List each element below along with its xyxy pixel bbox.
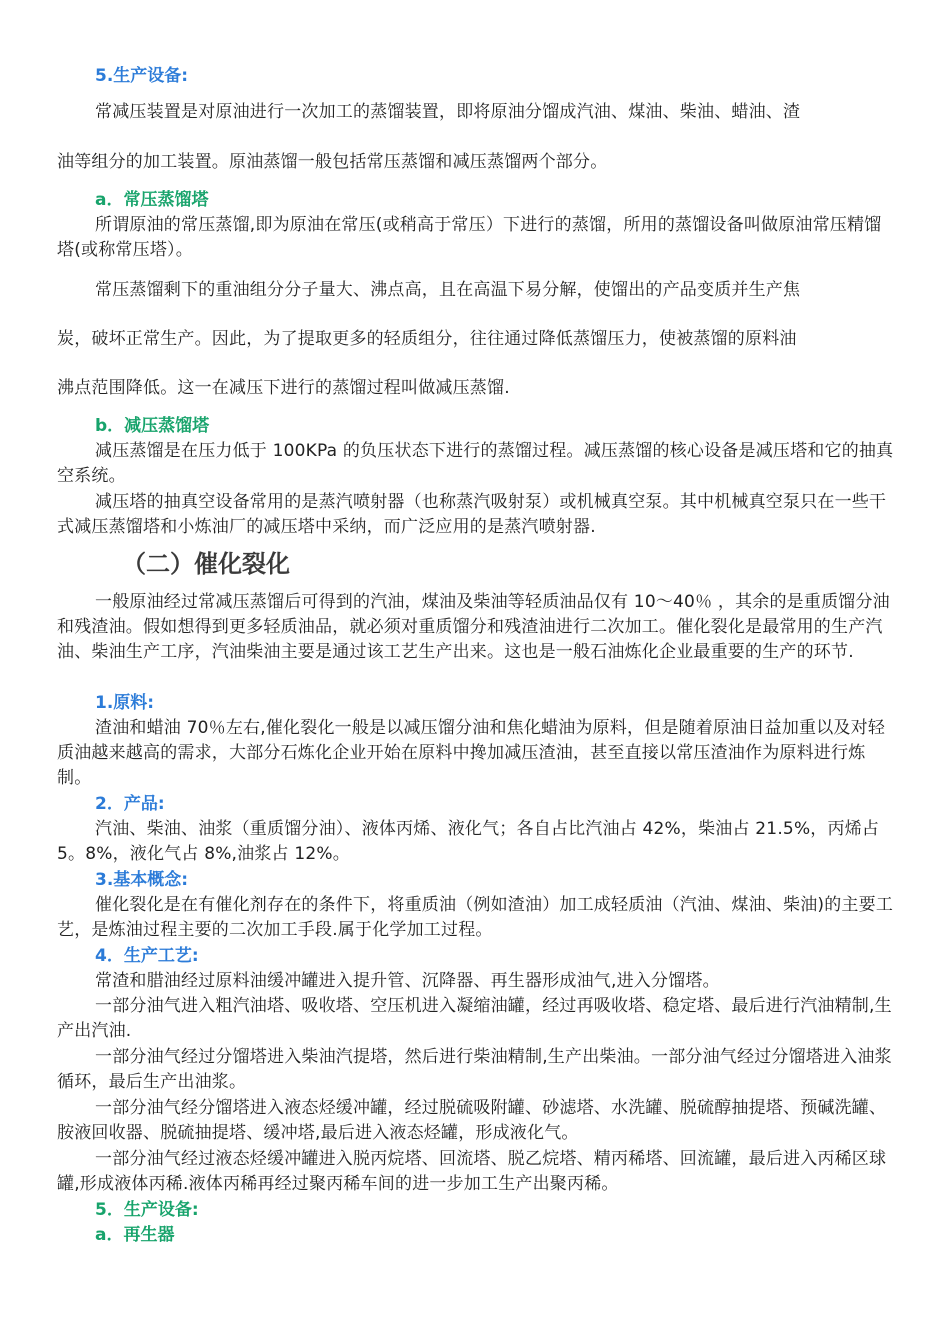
paragraph-line: 常减压装置是对原油进行一次加工的蒸馏装置，即将原油分馏成汽油、煤油、柴油、蜡油、渣 bbox=[95, 102, 801, 122]
paragraph: 一部分油气经过液态烃缓冲罐进入脱丙烷塔、回流塔、脱乙烷塔、精丙稀塔、回流罐，最后进入丙稀区球罐,形成液体丙稀.液体丙稀再经过聚丙稀车间的进一步加工生产出聚丙稀。 bbox=[57, 1149, 887, 1194]
heading-vacuum-tower: b．减压蒸馏塔 bbox=[95, 416, 210, 436]
paragraph: 一部分油气经过分馏塔进入柴油汽提塔，然后进行柴油精制,生产出柴油。一部分油气经过分馏塔进入油浆循环，最后生产出油浆。 bbox=[57, 1047, 892, 1092]
heading-basic-concept: 3.基本概念: bbox=[95, 870, 189, 890]
heading-atmospheric-tower: a．常压蒸馏塔 bbox=[95, 190, 209, 210]
paragraph: 催化裂化是在有催化剂存在的条件下，将重质油（例如渣油）加工成轻质油（汽油、煤油、柴油)的主要工艺，是炼油过程主要的二次加工手段.属于化学加工过程。 bbox=[57, 895, 894, 940]
paragraph: 一部分油气经分馏塔进入液态烃缓冲罐，经过脱硫吸附罐、砂滤塔、水洗罐、脱硫醇抽提塔、预碱洗罐、胺液回收器、脱硫抽提塔、缓冲塔,最后进入液态烃罐，形成液化气。 bbox=[57, 1098, 887, 1143]
paragraph: 渣油和蜡油 70％左右,催化裂化一般是以减压馏分油和焦化蜡油为原料，但是随着原油日益加重以及对轻质油越来越高的需求，大部分石炼化企业开始在原料中搀加减压渣油，甚至直接以常压渣油作为原料进行炼制。 bbox=[57, 718, 886, 788]
heading-production-process: 4．生产工艺: bbox=[95, 946, 199, 966]
section-title-catalytic-cracking: （二）催化裂化 bbox=[122, 550, 290, 578]
paragraph-line: 沸点范围降低。这一在减压下进行的蒸馏过程叫做减压蒸馏. bbox=[57, 378, 510, 398]
heading-production-equipment: 5.生产设备: bbox=[95, 66, 189, 86]
paragraph: 减压塔的抽真空设备常用的是蒸汽喷射器（也称蒸汽吸射泵）或机械真空泵。其中机械真空泵只在一些干式减压蒸馏塔和小炼油厂的减压塔中采纳，而广泛应用的是蒸汽喷射器. bbox=[57, 492, 887, 537]
paragraph: 减压蒸馏是在压力低于 100KPa 的负压状态下进行的蒸馏过程。减压蒸馏的核心设备是减压塔和它的抽真空系统。 bbox=[57, 441, 894, 486]
paragraph: 所谓原油的常压蒸馏,即为原油在常压(或稍高于常压）下进行的蒸馏，所用的蒸馏设备叫做原油常压精馏塔(或称常压塔）。 bbox=[57, 215, 882, 260]
heading-raw-materials: 1.原料: bbox=[95, 693, 155, 713]
paragraph: 常渣和腊油经过原料油缓冲罐进入提升管、沉降器、再生器形成油气,进入分馏塔。 bbox=[95, 971, 720, 991]
paragraph-line: 炭，破坏正常生产。因此，为了提取更多的轻质组分，往往通过降低蒸馏压力，使被蒸馏的原料油 bbox=[57, 329, 797, 349]
paragraph-line: 常压蒸馏剩下的重油组分分子量大、沸点高，且在高温下易分解，使馏出的产品变质并生产焦 bbox=[95, 280, 801, 300]
heading-production-equipment-2: 5．生产设备: bbox=[95, 1200, 199, 1220]
heading-regenerator: a．再生器 bbox=[95, 1225, 175, 1245]
paragraph: 汽油、柴油、油浆（重质馏分油）、液体丙烯、液化气；各自占比汽油占 42%，柴油占 21.5%，丙烯占 5。8%，液化气占 8%,油浆占 12%。 bbox=[57, 819, 880, 864]
paragraph: 一部分油气进入粗汽油塔、吸收塔、空压机进入凝缩油罐，经过再吸收塔、稳定塔、最后进行汽油精制,生产出汽油. bbox=[57, 996, 892, 1041]
paragraph: 一般原油经过常减压蒸馏后可得到的汽油，煤油及柴油等轻质油品仅有 10～40％ ，其余的是重质馏分油和残渣油。假如想得到更多轻质油品，就必须对重质馏分和残渣油进行二次加工。催化裂化是最常用的生产汽油、柴油生产工序，汽油柴油主要是通过该工艺生产出来。这也是一般石油炼化企业最重要的生产的环节. bbox=[57, 592, 890, 662]
heading-products: 2．产品: bbox=[95, 794, 165, 814]
paragraph-line: 油等组分的加工装置。原油蒸馏一般包括常压蒸馏和减压蒸馏两个部分。 bbox=[57, 152, 608, 172]
